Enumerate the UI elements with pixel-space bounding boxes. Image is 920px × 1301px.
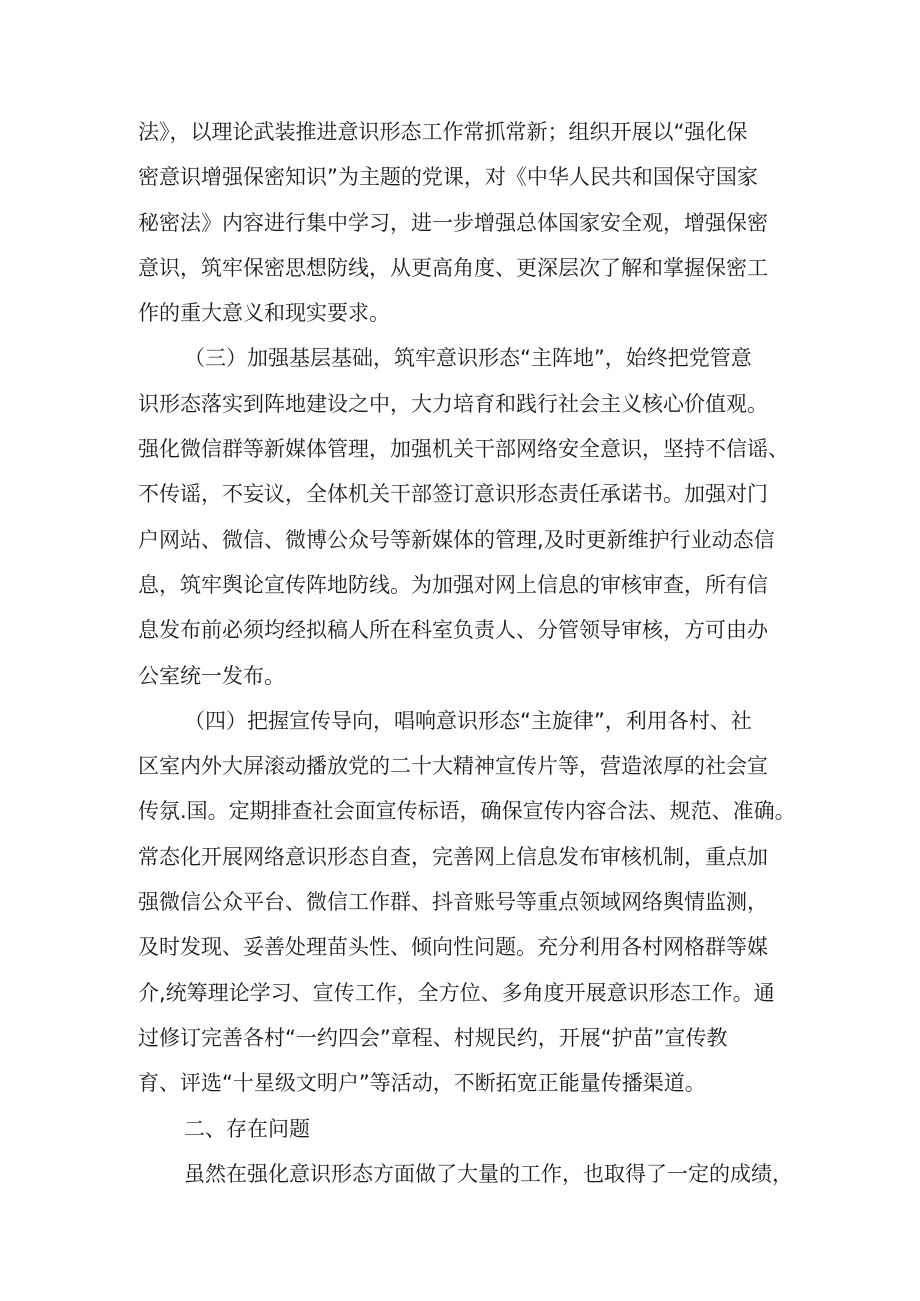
- text-line: 识形态落实到阵地建设之中，大力培育和践行社会主义核心价值观。: [138, 391, 768, 416]
- document-body: [138, 110, 818, 1197]
- chapter-heading: 二、存在问题: [184, 1116, 310, 1141]
- text-line: 公室统一发布。: [138, 663, 285, 688]
- text-line: 及时发现、妥善处理苗头性、倾向性问题。充分利用各村网格群等媒: [138, 935, 768, 960]
- text-line: 过修订完善各村“一约四会”章程、村规民约，开展“护苗”宣传教: [138, 1025, 728, 1050]
- text-line: 介,统筹理论学习、宣传工作，全方位、多角度开展意识形态工作。通: [138, 980, 775, 1005]
- text-line: 不传谣，不妄议，全体机关干部签订意识形态责任承诺书。加强对门: [138, 482, 768, 507]
- text-line: 育、评选“十星级文明户”等活动，不断拓宽正能量传播渠道。: [138, 1071, 706, 1096]
- text-line: 常态化开展网络意识形态自查，完善网上信息发布审核机制，重点加: [138, 844, 768, 869]
- section-heading-3: （三）加强基层基础，筑牢意识形态“主阵地”，始终把党管意: [184, 346, 752, 371]
- text-line: 意识，筑牢保密思想防线，从更高角度、更深层次了解和掌握保密工: [138, 255, 768, 280]
- section-heading-4: （四）把握宣传导向，唱响意识形态“主旋律”，利用各村、社: [184, 708, 752, 733]
- text-line: 秘密法》内容进行集中学习，进一步增强总体国家安全观，增强保密: [138, 210, 768, 235]
- text-line: 强微信公众平台、微信工作群、抖音账号等重点领域网络舆情监测，: [138, 890, 768, 915]
- text-line: 区室内外大屏滚动播放党的二十大精神宣传片等，营造浓厚的社会宣: [138, 754, 768, 779]
- text-line: 密意识增强保密知识”为主题的党课，对《中华人民共和国保守国家: [138, 165, 758, 190]
- text-line: 作的重大意义和现实要求。: [138, 301, 390, 326]
- text-line: 法》，以理论武装推进意识形态工作常抓常新；组织开展以“强化保: [138, 120, 748, 144]
- text-line: 息，筑牢舆论宣传阵地防线。为加强对网上信息的审核审查，所有信: [138, 572, 768, 597]
- text-line: 强化微信群等新媒体管理，加强机关干部网络安全意识，坚持不信谣、: [138, 437, 789, 462]
- text-line: 虽然在强化意识形态方面做了大量的工作，也取得了一定的成绩，: [184, 1161, 793, 1186]
- text-line: 息发布前必须均经拟稿人所在科室负责人、分管领导审核，方可由办: [138, 618, 768, 643]
- text-line: 户网站、微信、微博公众号等新媒体的管理,及时更新维护行业动态信: [138, 527, 775, 552]
- text-line: 传氛.国。定期排查社会面宣传标语，确保宣传内容合法、规范、准确。: [138, 799, 796, 824]
